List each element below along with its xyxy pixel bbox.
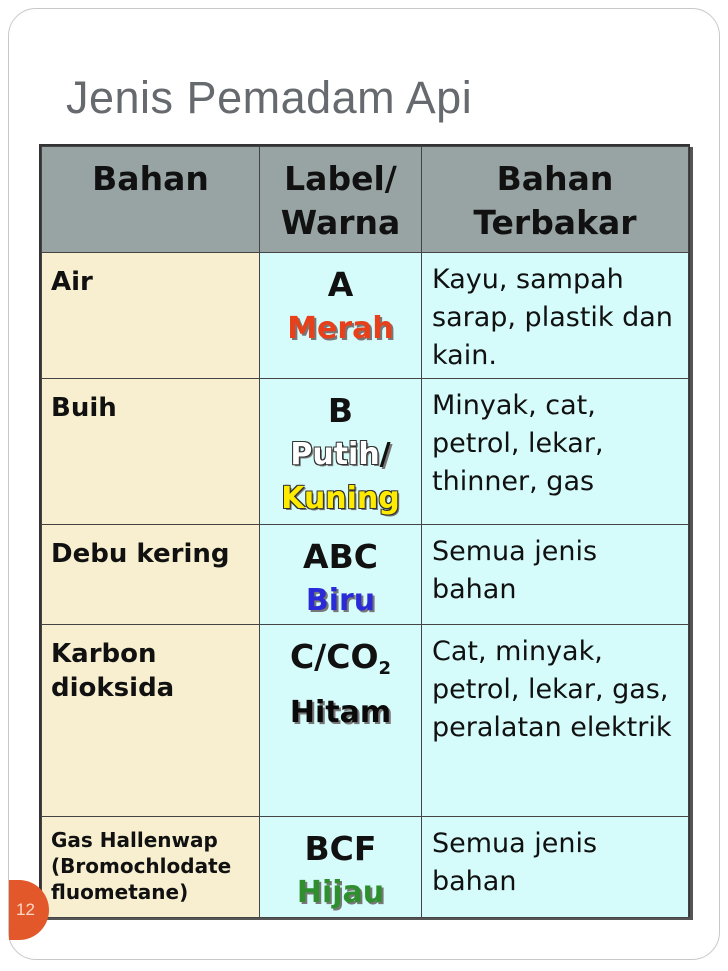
extinguisher-colour: Hitam bbox=[289, 695, 392, 730]
code-subscript: 2 bbox=[378, 658, 392, 679]
header-label-warna bbox=[260, 147, 422, 253]
header-bahan-text: Bahan bbox=[92, 159, 209, 198]
extinguisher-colour: Merah bbox=[287, 311, 394, 346]
code-main: C/CO bbox=[289, 637, 379, 676]
extinguisher-code: B bbox=[327, 391, 354, 430]
cell-bahan-terbakar: Semua jenis bahan bbox=[422, 525, 689, 625]
cell-bahan: Buih bbox=[42, 379, 260, 525]
extinguisher-code: A bbox=[327, 265, 354, 304]
bahan-line: Karbon bbox=[51, 639, 157, 669]
bahan-line: fluometane) bbox=[51, 880, 189, 904]
colour-separator: / bbox=[379, 437, 391, 472]
table-row bbox=[42, 525, 689, 625]
header-bahan-terbakar bbox=[422, 147, 689, 253]
cell-label bbox=[260, 625, 422, 817]
table-row bbox=[42, 817, 689, 918]
header-terbakar-line2: Terbakar bbox=[473, 203, 637, 242]
extinguisher-colour-2: Kuning bbox=[281, 481, 400, 516]
cell-bahan bbox=[42, 817, 260, 918]
bahan-line: Gas Hallenwap bbox=[51, 828, 218, 852]
cell-bahan: Debu kering bbox=[42, 525, 260, 625]
cell-label bbox=[260, 253, 422, 379]
extinguisher-colour: Hijau bbox=[296, 875, 385, 910]
cell-label bbox=[260, 525, 422, 625]
cell-bahan: Air bbox=[42, 253, 260, 379]
header-label-line2: Warna bbox=[280, 203, 401, 242]
cell-bahan-terbakar: Cat, minyak, petrol, lekar, gas, peralatan elektrik bbox=[422, 625, 689, 817]
table-row bbox=[42, 625, 689, 817]
cell-bahan-terbakar: Kayu, sampah sarap, plastik dan kain. bbox=[422, 253, 689, 379]
header-bahan bbox=[42, 147, 260, 253]
page-number-badge: 12 bbox=[9, 880, 49, 940]
table-row bbox=[42, 379, 689, 525]
cell-bahan-terbakar: Minyak, cat, petrol, lekar, thinner, gas bbox=[422, 379, 689, 525]
page-title: Jenis Pemadam Api bbox=[66, 72, 473, 123]
bahan-line: dioksida bbox=[51, 673, 175, 703]
cell-bahan-terbakar: Semua jenis bahan bbox=[422, 817, 689, 918]
extinguisher-code bbox=[260, 635, 421, 691]
extinguisher-colour: Biru bbox=[305, 583, 376, 618]
cell-bahan bbox=[42, 625, 260, 817]
header-terbakar-line1: Bahan bbox=[496, 159, 614, 198]
cell-label bbox=[260, 817, 422, 918]
fire-extinguisher-table bbox=[39, 144, 690, 917]
table-row bbox=[42, 253, 689, 379]
extinguisher-colour: Putih bbox=[290, 437, 380, 472]
cell-label bbox=[260, 379, 422, 525]
header-label-line1: Label/ bbox=[284, 159, 397, 198]
bahan-line: (Bromochlodate bbox=[51, 854, 232, 878]
extinguisher-code: ABC bbox=[303, 537, 378, 576]
extinguisher-code: BCF bbox=[304, 829, 377, 868]
